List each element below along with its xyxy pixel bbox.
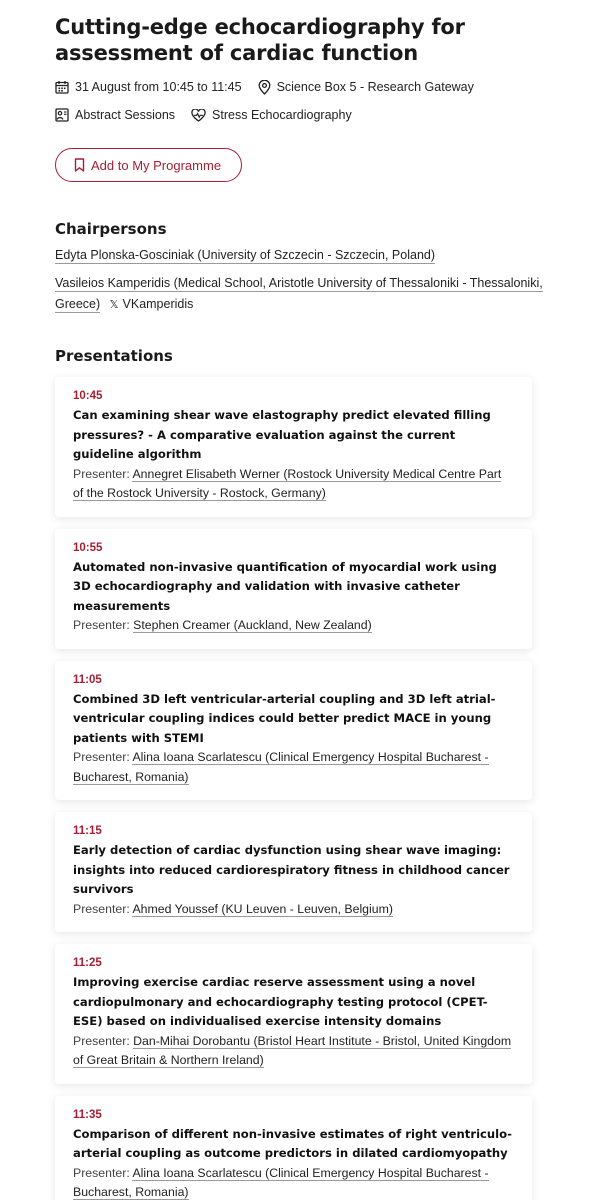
session-location — [258, 80, 474, 95]
calendar-icon — [55, 80, 69, 94]
presentation-title[interactable]: Comparison of different non-invasive estimates of right ventriculo-arterial coupling as outcome predictors in dilated cardiomyopathy — [73, 1126, 512, 1160]
presenter-label: Presenter: — [73, 901, 130, 916]
presenter-label: Presenter: — [73, 1165, 130, 1180]
presentation-time: 10:45 — [73, 390, 103, 402]
presentation-time: 10:55 — [73, 541, 103, 554]
presenter-label: Presenter: — [73, 1033, 130, 1048]
session-location-text: Science Box 5 - Research Gateway — [276, 80, 474, 94]
session-date-text: 31 August from 10:45 to 11:45 — [75, 80, 242, 94]
x-handle-text: VKamperidis — [122, 297, 194, 311]
presentation-card[interactable] — [55, 661, 532, 801]
presentation-time: 11:15 — [73, 825, 102, 837]
presenter-link[interactable]: Alina Ioana Scarlatescu (Clinical Emergency Hospital Bucharest - Bucharest, Romania) — [73, 1165, 489, 1199]
location-pin-icon — [258, 80, 271, 95]
presentation-card[interactable] — [55, 377, 532, 517]
session-topic-text: Stress Echocardiography — [212, 108, 352, 122]
presentations-heading: Presentations — [55, 347, 173, 365]
presentation-title[interactable]: Improving exercise cardiac reserve assessment using a novel cardiopulmonary and echocardiography testing protocol (CPET-ESE) based on individualised exercise intensity domains — [73, 975, 488, 1028]
chairperson-link[interactable]: Vasileios Kamperidis (Medical School, Aristotle University of Thessaloniki - Thessaloniki, Greece) — [55, 276, 543, 311]
session-meta-row-1 — [55, 76, 555, 98]
presentation-title[interactable]: Can examining shear wave elastography predict elevated filling pressures? - A comparative evaluation against the current guideline algorithm — [73, 408, 491, 461]
chairperson-item — [55, 245, 555, 265]
x-profile-link[interactable] — [110, 294, 194, 315]
x-logo-icon: 𝕏 — [109, 298, 119, 311]
heart-pulse-icon — [191, 109, 206, 122]
presenter-line — [73, 465, 514, 504]
presenter-line — [73, 748, 514, 787]
session-meta-row-2 — [55, 104, 555, 126]
bookmark-icon — [74, 158, 85, 172]
presenter-link[interactable]: Stephen Creamer (Auckland, New Zealand) — [133, 618, 372, 632]
page-title: Cutting-edge echocardiography for assessment of cardiac function — [55, 15, 465, 65]
presentation-time: 11:35 — [73, 1108, 102, 1121]
presenter-line — [73, 1164, 514, 1200]
presenter-link[interactable]: Alina Ioana Scarlatescu (Clinical Emergency Hospital Bucharest - Bucharest, Romania) — [73, 750, 489, 784]
presentation-title[interactable]: Early detection of cardiac dysfunction using shear wave imaging: insights into reduced cardiorespiratory fitness in childhood cancer survivors — [73, 843, 510, 896]
presenter-line — [73, 900, 514, 920]
presentation-card[interactable] — [55, 1096, 532, 1200]
chairpersons-heading: Chairpersons — [55, 220, 167, 238]
presentation-card[interactable] — [55, 529, 532, 649]
presentation-card[interactable] — [55, 944, 532, 1084]
presentation-time: 11:25 — [73, 957, 102, 969]
add-to-programme-button[interactable] — [55, 148, 242, 182]
presenter-label: Presenter: — [73, 466, 130, 481]
presenter-board-icon — [55, 108, 69, 122]
presenter-label: Presenter: — [73, 618, 130, 632]
presenter-line — [73, 1032, 514, 1071]
presenter-link[interactable]: Dan-Mihai Dorobantu (Bristol Heart Institute - Bristol, United Kingdom of Great Britain & Northern Ireland) — [73, 1033, 512, 1067]
presentation-card[interactable] — [55, 812, 532, 932]
session-type — [55, 108, 175, 122]
session-page — [55, 0, 555, 1200]
chairperson-link[interactable]: Edyta Plonska-Gosciniak (University of Szczecin - Szczecin, Poland) — [55, 248, 436, 262]
presentation-time: 11:05 — [73, 673, 102, 686]
presentation-title[interactable]: Automated non-invasive quantification of myocardial work using 3D echocardiography and validation with invasive catheter measurements — [73, 559, 497, 613]
presentation-list — [55, 377, 555, 1200]
presenter-link[interactable]: Ahmed Youssef (KU Leuven - Leuven, Belgium) — [132, 901, 393, 916]
presenter-link[interactable]: Annegret Elisabeth Werner (Rostock University Medical Centre Part of the Rostock University - Rostock, Germany) — [73, 466, 502, 500]
chairperson-item — [55, 273, 555, 315]
session-date — [55, 80, 242, 94]
session-topic — [191, 108, 352, 122]
presenter-label: Presenter: — [73, 750, 130, 764]
add-to-programme-label: Add to My Programme — [91, 157, 222, 173]
presentation-title[interactable]: Combined 3D left ventricular-arterial coupling and 3D left atrial-ventricular coupling indices could better predict MACE in young patients with STEMI — [73, 691, 496, 745]
session-type-text: Abstract Sessions — [75, 108, 176, 122]
presenter-line — [73, 616, 514, 636]
